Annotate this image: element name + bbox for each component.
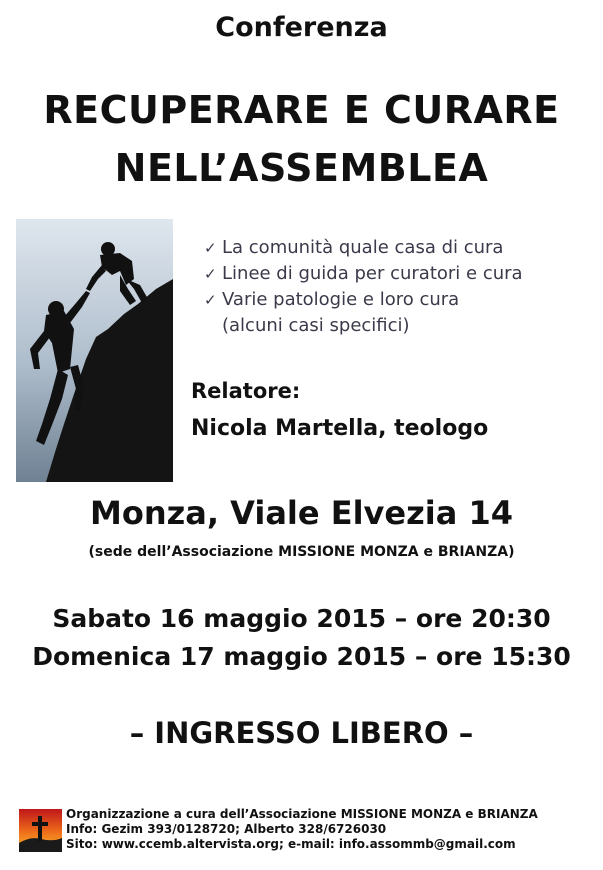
footer-organizer: Organizzazione a cura dell’Associazione MISSIONE MONZA e BRIANZA (66, 807, 538, 821)
checkmark-icon: ✓ (204, 265, 217, 283)
free-entry-notice: – INGRESSO LIBERO – (129, 716, 474, 750)
topic-text: La comunità quale casa di cura (222, 237, 504, 258)
venue-note: (sede dell’Associazione MISSIONE MONZA e BRIANZA) (88, 544, 515, 560)
topic-continuation: (alcuni casi specifici) (222, 315, 410, 336)
topic-item (204, 235, 523, 261)
date-sunday: Domenica 17 maggio 2015 – ore 15:30 (32, 642, 571, 671)
footer-web-email: Sito: www.ccemb.altervista.org; e-mail: info.assommb@gmail.com (66, 837, 516, 851)
title-line-1: RECUPERARE E CURARE (43, 88, 560, 132)
topic-item (204, 261, 523, 287)
venue-address: Monza, Viale Elvezia 14 (90, 494, 513, 532)
title-line-2: NELL’ASSEMBLEA (114, 146, 489, 190)
checkmark-icon: ✓ (204, 239, 217, 257)
topic-text: Varie patologie e loro cura (222, 289, 460, 310)
climbers-silhouette-photo (16, 219, 173, 482)
topic-item (204, 287, 523, 313)
footer-info (66, 807, 538, 852)
topic-text: Linee di guida per curatori e cura (222, 263, 523, 284)
speaker-label: Relatore: (191, 379, 301, 403)
footer-phone: Info: Gezim 393/0128720; Alberto 328/6726030 (66, 822, 387, 836)
topics-list (204, 235, 523, 339)
checkmark-icon: ✓ (204, 291, 217, 309)
date-saturday: Sabato 16 maggio 2015 – ore 20:30 (52, 604, 551, 633)
speaker-name: Nicola Martella, teologo (191, 416, 489, 441)
event-type: Conferenza (215, 12, 388, 43)
cross-sunset-logo (19, 809, 62, 852)
